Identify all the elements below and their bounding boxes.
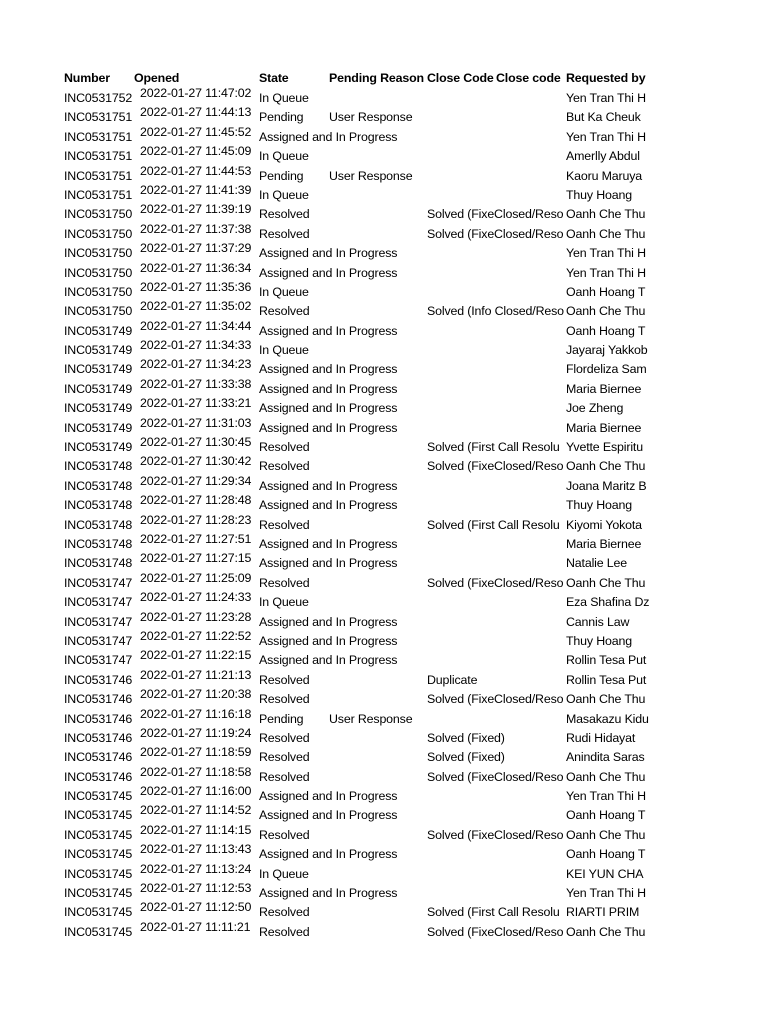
cell-close-code: Solved (FixeClosed/Reso [427,575,564,590]
cell-requested-by: Yen Tran Thi H [566,886,646,901]
cell-state: Assigned and In Progress [259,847,398,862]
cell-state: In Queue [259,284,309,299]
cell-requested-by: Oanh Hoang T [566,284,646,299]
cell-requested-by: Yen Tran Thi H [566,265,646,280]
cell-state: Assigned and In Progress [259,789,398,804]
cell-requested-by: Oanh Hoang T [566,808,646,823]
cell-number: INC0531746 [64,692,133,707]
cell-opened: 2022-01-27 11:45:52 [140,124,252,139]
cell-opened: 2022-01-27 11:27:51 [140,531,252,546]
cell-number: INC0531746 [64,750,133,765]
cell-number: INC0531747 [64,614,133,629]
cell-opened: 2022-01-27 11:16:00 [140,784,252,799]
cell-state: Assigned and In Progress [259,886,398,901]
cell-requested-by: Rudi Hidayat [566,730,636,745]
cell-requested-by: Oanh Hoang T [566,323,646,338]
cell-state: Pending [259,711,304,726]
cell-opened: 2022-01-27 11:23:28 [140,609,252,624]
cell-state: Resolved [259,226,310,241]
table-row [64,919,650,942]
cell-number: INC0531750 [64,207,133,222]
cell-number: INC0531747 [64,633,133,648]
cell-requested-by: Oanh Hoang T [566,847,646,862]
cell-requested-by: But Ka Cheuk [566,110,641,125]
cell-state: Resolved [259,517,310,532]
cell-requested-by: Oanh Che Thu [566,924,646,939]
cell-close-code: Duplicate [427,672,478,687]
cell-number: INC0531750 [64,226,133,241]
cell-requested-by: Kiyomi Yokota [566,517,642,532]
cell-opened: 2022-01-27 11:35:02 [140,299,252,314]
cell-state: Assigned and In Progress [259,362,398,377]
cell-state: Resolved [259,207,310,222]
cell-close-code: Solved (Info Closed/Reso [427,304,564,319]
cell-state: Assigned and In Progress [259,478,398,493]
cell-state: Resolved [259,750,310,765]
cell-close-code: Solved (FixeClosed/Reso [427,207,564,222]
cell-number: INC0531745 [64,827,133,842]
cell-requested-by: Oanh Che Thu [566,207,646,222]
cell-opened: 2022-01-27 11:13:43 [140,842,252,857]
cell-number: INC0531748 [64,478,133,493]
cell-close-code: Solved (FixeClosed/Reso [427,827,564,842]
cell-requested-by: RIARTI PRIM [566,905,640,920]
cell-number: INC0531745 [64,924,133,939]
cell-state: Assigned and In Progress [259,246,398,261]
cell-requested-by: Oanh Che Thu [566,575,646,590]
cell-number: INC0531746 [64,730,133,745]
cell-number: INC0531745 [64,886,133,901]
cell-state: Assigned and In Progress [259,614,398,629]
cell-requested-by: Oanh Che Thu [566,692,646,707]
cell-requested-by: Yen Tran Thi H [566,91,646,105]
cell-number: INC0531750 [64,284,133,299]
cell-close-code: Solved (FixeClosed/Reso [427,692,564,707]
cell-opened: 2022-01-27 11:29:34 [140,473,252,488]
cell-state: Assigned and In Progress [259,808,398,823]
cell-requested-by: Oanh Che Thu [566,827,646,842]
spreadsheet-table [64,68,650,942]
cell-number: INC0531752 [64,91,133,105]
cell-opened: 2022-01-27 11:14:15 [140,822,252,837]
header-opened: Opened [134,71,180,85]
cell-state: Resolved [259,459,310,474]
cell-opened: 2022-01-27 11:41:39 [140,182,252,197]
cell-state: Resolved [259,905,310,920]
cell-close-code: Solved (Fixed) [427,750,505,765]
cell-opened: 2022-01-27 11:14:52 [140,803,252,818]
cell-state: In Queue [259,343,309,358]
cell-number: INC0531749 [64,381,133,396]
cell-state: Resolved [259,304,310,319]
cell-opened: 2022-01-27 11:22:15 [140,648,252,663]
cell-number: INC0531747 [64,575,133,590]
cell-number: INC0531745 [64,847,133,862]
cell-opened: 2022-01-27 11:28:48 [140,493,252,508]
cell-requested-by: Flordeliza Sam [566,362,647,377]
cell-number: INC0531748 [64,459,133,474]
cell-state: Resolved [259,672,310,687]
cell-opened: 2022-01-27 11:12:50 [140,900,252,915]
cell-number: INC0531750 [64,265,133,280]
cell-pending-reason: User Response [329,110,413,125]
cell-opened: 2022-01-27 11:20:38 [140,687,252,702]
cell-opened: 2022-01-27 11:24:33 [140,590,252,605]
cell-state: In Queue [259,187,309,202]
cell-opened: 2022-01-27 11:33:21 [140,396,252,411]
cell-number: INC0531748 [64,517,133,532]
cell-opened: 2022-01-27 11:45:09 [140,144,252,159]
cell-number: INC0531746 [64,672,133,687]
cell-number: INC0531745 [64,905,133,920]
cell-requested-by: Maria Biernee [566,420,642,435]
cell-close-code: Solved (FixeClosed/Reso [427,924,564,939]
cell-requested-by: Natalie Lee [566,556,628,571]
cell-opened: 2022-01-27 11:34:44 [140,318,252,333]
cell-state: Resolved [259,575,310,590]
cell-pending-reason: User Response [329,168,413,183]
cell-requested-by: Thuy Hoang [566,633,633,648]
cell-number: INC0531751 [64,129,133,144]
cell-opened: 2022-01-27 11:39:19 [140,202,252,217]
cell-requested-by: Masakazu Kidu [566,711,649,726]
cell-opened: 2022-01-27 11:37:38 [140,221,252,236]
cell-opened: 2022-01-27 11:12:53 [140,881,252,896]
cell-number: INC0531749 [64,401,133,416]
cell-opened: 2022-01-27 11:27:15 [140,551,252,566]
cell-requested-by: Yen Tran Thi H [566,789,646,804]
cell-requested-by: Yen Tran Thi H [566,246,646,261]
cell-number: INC0531751 [64,168,133,183]
cell-state: Assigned and In Progress [259,536,398,551]
cell-number: INC0531745 [64,866,133,881]
cell-pending-reason: User Response [329,711,413,726]
cell-number: INC0531750 [64,304,133,319]
cell-state: Assigned and In Progress [259,420,398,435]
cell-number: INC0531749 [64,343,133,358]
cell-opened: 2022-01-27 11:34:33 [140,338,252,353]
cell-requested-by: Thuy Hoang [566,187,633,202]
cell-number: INC0531748 [64,498,133,513]
header-pending-reason: Pending Reason [329,71,424,85]
cell-requested-by: Maria Biernee [566,536,642,551]
cell-state: Resolved [259,827,310,842]
cell-state: Assigned and In Progress [259,556,398,571]
cell-close-code: Solved (First Call Resolu [427,905,560,920]
cell-opened: 2022-01-27 11:18:58 [140,764,252,779]
cell-opened: 2022-01-27 11:34:23 [140,357,252,372]
cell-state: Assigned and In Progress [259,653,398,668]
cell-opened: 2022-01-27 11:11:21 [140,919,251,934]
cell-requested-by: Joe Zheng [566,401,624,416]
cell-requested-by: Yen Tran Thi H [566,129,646,144]
cell-number: INC0531750 [64,246,133,261]
cell-opened: 2022-01-27 11:28:23 [140,512,252,527]
cell-state: In Queue [259,595,309,610]
cell-close-code: Solved (FixeClosed/Reso [427,226,564,241]
cell-state: Assigned and In Progress [259,401,398,416]
cell-state: Pending [259,110,304,125]
cell-number: INC0531745 [64,789,133,804]
cell-state: Assigned and In Progress [259,129,398,144]
cell-number: INC0531751 [64,110,133,125]
cell-number: INC0531751 [64,149,133,164]
cell-opened: 2022-01-27 11:19:24 [140,725,252,740]
cell-state: Resolved [259,692,310,707]
cell-requested-by: Anindita Saras [566,750,645,765]
cell-state: Resolved [259,924,310,939]
cell-state: In Queue [259,91,309,105]
header-number: Number [64,71,110,85]
header-close-code-2: Close code [496,71,561,85]
cell-requested-by: Oanh Che Thu [566,769,646,784]
cell-number: INC0531751 [64,187,133,202]
cell-number: INC0531745 [64,808,133,823]
cell-requested-by: Maria Biernee [566,381,642,396]
cell-opened: 2022-01-27 11:21:13 [140,667,252,682]
cell-requested-by: Rollin Tesa Put [566,672,647,687]
cell-close-code: Solved (Fixed) [427,730,505,745]
cell-state: Resolved [259,440,310,455]
cell-opened: 2022-01-27 11:35:36 [140,279,252,294]
cell-requested-by: Thuy Hoang [566,498,633,513]
cell-requested-by: Oanh Che Thu [566,226,646,241]
cell-requested-by: Jayaraj Yakkob [566,343,648,358]
cell-opened: 2022-01-27 11:36:34 [140,260,252,275]
cell-close-code: Solved (FixeClosed/Reso [427,769,564,784]
cell-number: INC0531749 [64,440,133,455]
cell-requested-by: KEI YUN CHA [566,866,644,881]
cell-number: INC0531748 [64,556,133,571]
header-close-code: Close Code [427,71,494,85]
cell-state: Assigned and In Progress [259,323,398,338]
cell-number: INC0531747 [64,653,133,668]
cell-requested-by: Rollin Tesa Put [566,653,647,668]
cell-number: INC0531749 [64,362,133,377]
cell-state: Assigned and In Progress [259,381,398,396]
cell-opened: 2022-01-27 11:47:02 [140,86,252,100]
cell-close-code: Solved (First Call Resolu [427,440,560,455]
cell-requested-by: Oanh Che Thu [566,459,646,474]
cell-number: INC0531749 [64,323,133,338]
cell-number: INC0531747 [64,595,133,610]
cell-state: In Queue [259,866,309,881]
cell-requested-by: Eza Shafina Dz [566,595,650,610]
header-state: State [259,71,289,85]
header-requested-by: Requested by [566,71,646,85]
cell-number: INC0531746 [64,711,133,726]
cell-opened: 2022-01-27 11:25:09 [140,570,252,585]
cell-opened: 2022-01-27 11:30:42 [140,454,252,469]
cell-number: INC0531748 [64,536,133,551]
cell-close-code: Solved (First Call Resolu [427,517,560,532]
cell-opened: 2022-01-27 11:33:38 [140,376,252,391]
cell-number: INC0531746 [64,769,133,784]
cell-state: Pending [259,168,304,183]
cell-opened: 2022-01-27 11:44:53 [140,163,252,178]
cell-number: INC0531749 [64,420,133,435]
cell-requested-by: Kaoru Maruya [566,168,643,183]
cell-opened: 2022-01-27 11:37:29 [140,241,252,256]
cell-opened: 2022-01-27 11:13:24 [140,861,252,876]
cell-state: Assigned and In Progress [259,498,398,513]
cell-requested-by: Oanh Che Thu [566,304,646,319]
table-body [64,86,650,942]
cell-state: In Queue [259,149,309,164]
cell-requested-by: Joana Maritz B [566,478,647,493]
cell-state: Resolved [259,769,310,784]
cell-state: Assigned and In Progress [259,265,398,280]
cell-opened: 2022-01-27 11:44:13 [140,105,252,120]
cell-opened: 2022-01-27 11:31:03 [140,415,252,430]
cell-requested-by: Cannis Law [566,614,630,629]
cell-requested-by: Amerlly Abdul [566,149,640,164]
cell-opened: 2022-01-27 11:16:18 [140,706,252,721]
cell-state: Resolved [259,730,310,745]
cell-state: Assigned and In Progress [259,633,398,648]
cell-requested-by: Yvette Espiritu [566,440,643,455]
cell-close-code: Solved (FixeClosed/Reso [427,459,564,474]
cell-opened: 2022-01-27 11:30:45 [140,435,252,450]
cell-opened: 2022-01-27 11:18:59 [140,745,252,760]
cell-opened: 2022-01-27 11:22:52 [140,628,252,643]
